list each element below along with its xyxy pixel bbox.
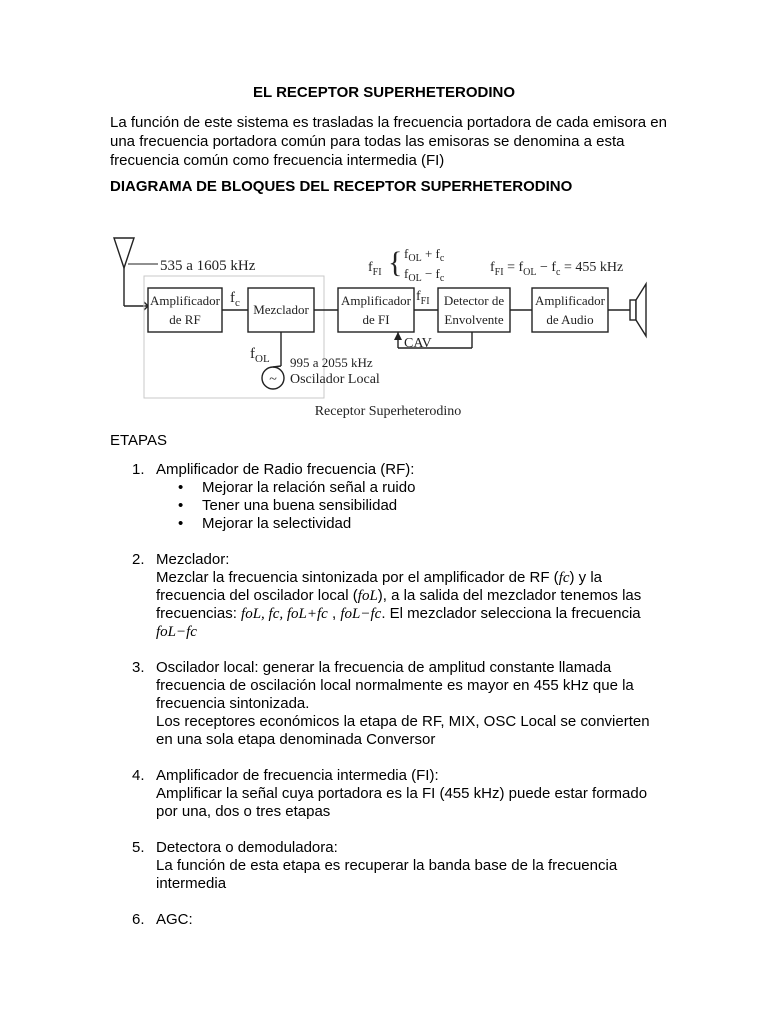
stage-item bbox=[110, 911, 670, 929]
input-range-label: 535 a 1605 kHz bbox=[160, 258, 256, 274]
fol-label: $f_{OL}$ bbox=[250, 346, 270, 365]
svg-text:{: { bbox=[388, 246, 403, 279]
svg-text:de Audio: de Audio bbox=[546, 312, 594, 327]
oscillator-label: Oscilador Local bbox=[290, 372, 380, 387]
stage-description: Mezclar la frecuencia sintonizada por el amplificador de RF (fc) y la frecuencia del oscilador local (foL), a la salida del mezclador tenemos las frecuencias: foL, fc, foL+fc , foL−fc. El mezclador selecciona la frecuencia foL−fc bbox=[156, 569, 642, 640]
diagram-heading: DIAGRAMA DE BLOQUES DEL RECEPTOR SUPERHETERODINO bbox=[110, 178, 573, 195]
stage-item bbox=[110, 839, 670, 893]
oscillator-range-label: 995 a 2055 kHz bbox=[290, 355, 373, 370]
block-audio-amplifier bbox=[532, 288, 608, 332]
stage-description: Amplificar la señal cuya portadora es la FI (455 kHz) puede estar formado por una, dos o tres etapas bbox=[156, 785, 648, 820]
etapas-heading: ETAPAS bbox=[110, 432, 167, 449]
ffi-equation: $f_{FI} = f_{OL} - f_c = 455$ kHz bbox=[490, 260, 624, 278]
stage-description: Los receptores económicos la etapa de RF, MIX, OSC Local se convierten en una sola etapa denominada Conversor bbox=[156, 713, 650, 748]
antenna-icon bbox=[114, 238, 148, 310]
svg-text:fOL + fc: $f_{OL} + f_c$ bbox=[404, 246, 445, 264]
stage-item bbox=[110, 659, 670, 749]
block-if-amplifier bbox=[338, 288, 414, 332]
oscillator-symbol: ~ bbox=[269, 372, 277, 387]
block-mixer bbox=[248, 288, 314, 332]
page-title: EL RECEPTOR SUPERHETERODINO bbox=[253, 84, 515, 101]
svg-text:Envolvente: Envolvente bbox=[444, 312, 504, 327]
list-item: • Mejorar la relación señal a ruido bbox=[156, 479, 670, 497]
cav-arrow-icon bbox=[394, 332, 402, 340]
svg-text:de FI: de FI bbox=[362, 312, 390, 327]
cav-label: CAV bbox=[404, 336, 432, 351]
stage-title: Amplificador de Radio frecuencia (RF): bbox=[156, 461, 415, 478]
stages-list bbox=[110, 461, 670, 929]
stage-number: 5. bbox=[132, 839, 145, 856]
diagram-caption: Receptor Superheterodino bbox=[314, 404, 462, 419]
list-item: • Mejorar la selectividad bbox=[156, 515, 670, 533]
stage-item bbox=[110, 767, 670, 821]
svg-text:Mezclador: Mezclador bbox=[253, 302, 309, 317]
stage-number: 2. bbox=[132, 551, 145, 568]
stage-title: AGC: bbox=[156, 911, 193, 928]
stage-number: 4. bbox=[132, 767, 145, 784]
stage-item bbox=[110, 461, 670, 479]
stage-description: Oscilador local: generar la frecuencia de amplitud constante llamada frecuencia de oscilación local normalmente es mayor en 455 kHz que la frecuencia sintonizada. bbox=[156, 659, 634, 712]
svg-text:fOL − fc: $f_{OL} - f_c$ bbox=[404, 266, 445, 284]
stage-number: 6. bbox=[132, 911, 145, 928]
stage-title: Amplificador de frecuencia intermedia (FI): bbox=[156, 767, 439, 784]
intro-paragraph: La función de este sistema es trasladas la frecuencia portadora de cada emisora en una frecuencia portadora común para todas las emisoras se denomina a esta frecuencia común como frecuencia intermedia (FI) bbox=[110, 114, 667, 169]
svg-text:fFI: $f_{FI}$ bbox=[368, 260, 382, 278]
ffi-cases-formula bbox=[368, 246, 445, 284]
stage-number: 3. bbox=[132, 659, 145, 676]
svg-text:Amplificador: Amplificador bbox=[534, 293, 606, 308]
stage-title: Mezclador: bbox=[156, 551, 230, 568]
stage-item bbox=[110, 551, 670, 641]
ffi-label: $f_{FI}$ bbox=[416, 289, 430, 307]
superheterodyne-block-diagram bbox=[108, 228, 668, 424]
svg-text:Detector de: Detector de bbox=[443, 293, 505, 308]
stage-number: 1. bbox=[132, 461, 145, 478]
svg-text:de RF: de RF bbox=[169, 312, 201, 327]
list-item: • Tener una buena sensibilidad bbox=[156, 497, 670, 515]
svg-text:Amplificador: Amplificador bbox=[149, 293, 221, 308]
fc-label: $f_c$ bbox=[230, 290, 240, 309]
svg-text:Amplificador: Amplificador bbox=[340, 293, 412, 308]
block-rf-amplifier bbox=[148, 288, 222, 332]
stage-title: Detectora o demoduladora: bbox=[156, 839, 338, 856]
stage-description: La función de esta etapa es recuperar la banda base de la frecuencia intermedia bbox=[156, 857, 618, 892]
stage-1-bullets bbox=[156, 479, 670, 533]
block-envelope-detector bbox=[438, 288, 510, 332]
speaker-icon bbox=[630, 284, 646, 336]
